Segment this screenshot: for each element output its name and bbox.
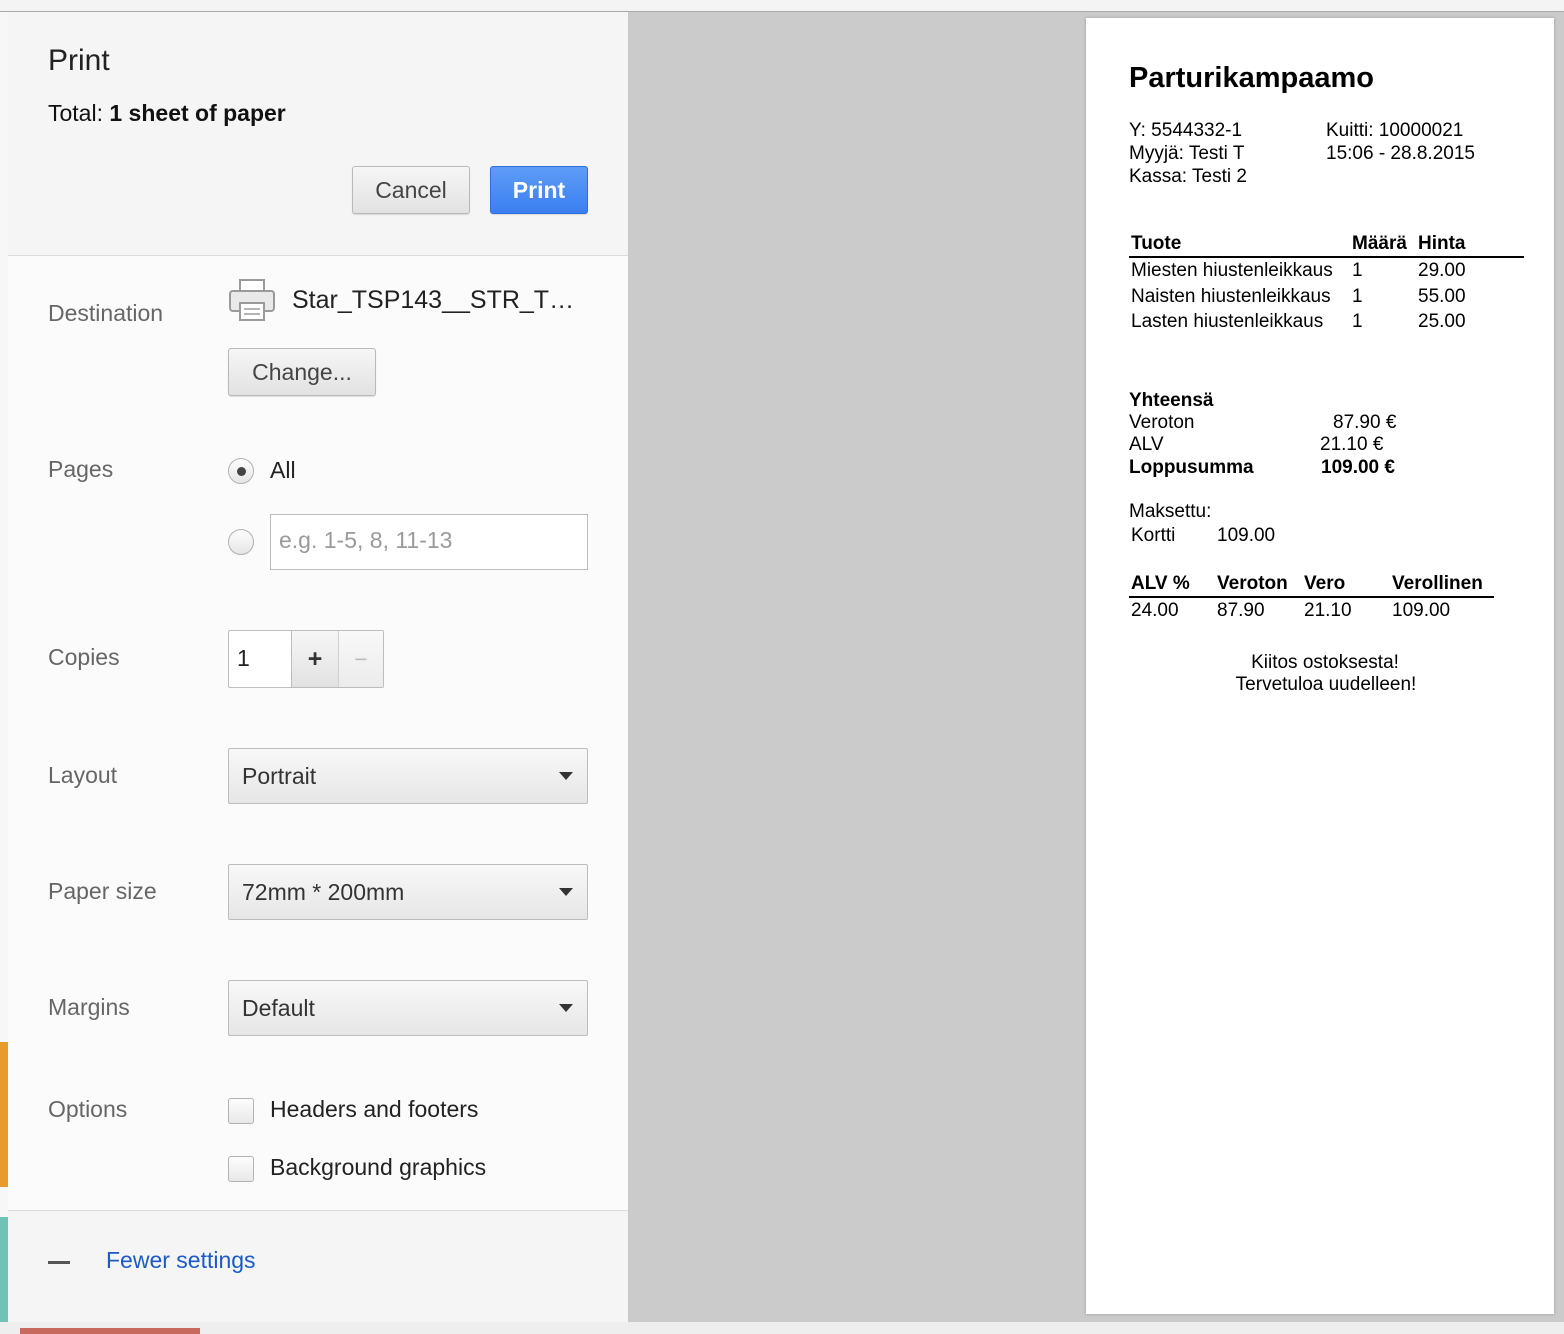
print-header — [8, 12, 628, 256]
copies-input[interactable]: 1 — [237, 645, 250, 671]
vat-row-tax: 21.10 — [1304, 600, 1352, 621]
vat-header-rate: ALV % — [1131, 573, 1190, 594]
radio-selected-dot — [237, 467, 246, 476]
pages-label: Pages — [48, 456, 114, 482]
headers-footers-checkbox[interactable] — [228, 1098, 254, 1124]
print-button[interactable]: Print — [490, 166, 588, 214]
chevron-down-icon — [559, 772, 573, 780]
receipt-register: Kassa: Testi 2 — [1129, 166, 1247, 187]
item-qty: 1 — [1352, 286, 1363, 307]
grand-total-label: Loppusumma — [1129, 457, 1254, 478]
copies-decrement-button[interactable]: − — [338, 631, 383, 687]
background-graphics-checkbox[interactable] — [228, 1156, 254, 1182]
copies-increment-button[interactable]: + — [291, 631, 338, 687]
net-value: 87.90 € — [1333, 412, 1397, 433]
layout-label: Layout — [48, 762, 118, 788]
receipt-welcome-back: Tervetuloa uudelleen! — [1235, 674, 1417, 695]
headers-footers-label: Headers and footers — [270, 1096, 479, 1122]
pages-range-input[interactable]: e.g. 1-5, 8, 11-13 — [270, 514, 588, 570]
paper-size-select-value: 72mm * 200mm — [242, 879, 405, 905]
cancel-button[interactable]: Cancel — [352, 166, 470, 214]
item-product: Miesten hiustenleikkaus — [1131, 260, 1333, 281]
print-preview-page — [1086, 18, 1554, 1314]
totals-title: Yhteensä — [1129, 390, 1214, 411]
receipt-datetime: 15:06 - 28.8.2015 — [1326, 143, 1475, 164]
margins-label: Margins — [48, 994, 130, 1020]
vat-header-net: Veroton — [1217, 573, 1288, 594]
vat-value: 21.10 € — [1320, 434, 1384, 455]
vat-header-gross: Verollinen — [1392, 573, 1483, 594]
total-value: 1 sheet of paper — [109, 100, 286, 126]
receipt-number: Kuitti: 10000021 — [1326, 120, 1464, 141]
items-header-product: Tuote — [1131, 233, 1182, 254]
item-price: 55.00 — [1418, 286, 1466, 307]
paper-size-select[interactable] — [228, 864, 588, 920]
layout-select[interactable] — [228, 748, 588, 804]
sheet-total — [48, 100, 286, 127]
items-header-rule — [1129, 256, 1524, 258]
pages-all-label: All — [270, 457, 296, 483]
chevron-down-icon — [559, 1004, 573, 1012]
total-prefix: Total: — [48, 100, 103, 126]
destination-printer-name: Star_TSP143__STR_T… — [292, 286, 575, 314]
grand-total-value: 109.00 € — [1321, 457, 1395, 478]
browser-bottom-strip — [0, 1322, 1564, 1334]
margins-select[interactable] — [228, 980, 588, 1036]
vat-row-rate: 24.00 — [1131, 600, 1179, 621]
paper-size-label: Paper size — [48, 878, 157, 904]
layout-select-value: Portrait — [242, 763, 317, 789]
chevron-down-icon — [559, 888, 573, 896]
print-settings-sidebar — [8, 12, 629, 1322]
item-product: Naisten hiustenleikkaus — [1131, 286, 1331, 307]
item-product: Lasten hiustenleikkaus — [1131, 311, 1324, 332]
vat-row-gross: 109.00 — [1392, 600, 1451, 621]
receipt-shop-name: Parturikampaamo — [1129, 62, 1374, 94]
vat-header-rule — [1129, 596, 1494, 598]
receipt-business-id: Y: 5544332-1 — [1129, 120, 1243, 141]
items-header-price: Hinta — [1418, 233, 1466, 254]
printer-icon — [228, 278, 276, 322]
change-destination-button[interactable]: Change... — [228, 348, 376, 396]
items-header-qty: Määrä — [1352, 233, 1407, 254]
item-price: 29.00 — [1418, 260, 1466, 281]
background-teal-block — [0, 1217, 8, 1334]
background-page-edge — [0, 12, 8, 1334]
options-label: Options — [48, 1096, 128, 1122]
collapse-icon[interactable] — [48, 1261, 70, 1264]
pages-all-radio[interactable] — [228, 458, 254, 484]
paid-label: Maksettu: — [1129, 501, 1212, 522]
card-value: 109.00 — [1217, 525, 1276, 546]
background-orange-block — [0, 1042, 8, 1187]
settings-footer — [8, 1210, 628, 1322]
copies-label: Copies — [48, 644, 120, 670]
destination-label: Destination — [48, 300, 164, 326]
pages-range-radio[interactable] — [228, 529, 254, 555]
card-label: Kortti — [1131, 525, 1176, 546]
net-label: Veroton — [1129, 412, 1195, 433]
item-qty: 1 — [1352, 311, 1363, 332]
margins-select-value: Default — [242, 995, 315, 1021]
item-qty: 1 — [1352, 260, 1363, 281]
dialog-title: Print — [48, 44, 110, 77]
receipt-thanks: Kiitos ostoksesta! — [1251, 652, 1399, 673]
vat-label: ALV — [1129, 434, 1164, 455]
vat-header-tax: Vero — [1304, 573, 1346, 594]
receipt-seller: Myyjä: Testi T — [1129, 143, 1245, 164]
background-red-block — [20, 1328, 200, 1334]
browser-top-strip — [0, 0, 1564, 12]
background-graphics-label: Background graphics — [270, 1154, 487, 1180]
vat-row-net: 87.90 — [1217, 600, 1265, 621]
fewer-settings-link[interactable]: Fewer settings — [106, 1247, 256, 1273]
copies-stepper — [228, 630, 384, 688]
item-price: 25.00 — [1418, 311, 1466, 332]
